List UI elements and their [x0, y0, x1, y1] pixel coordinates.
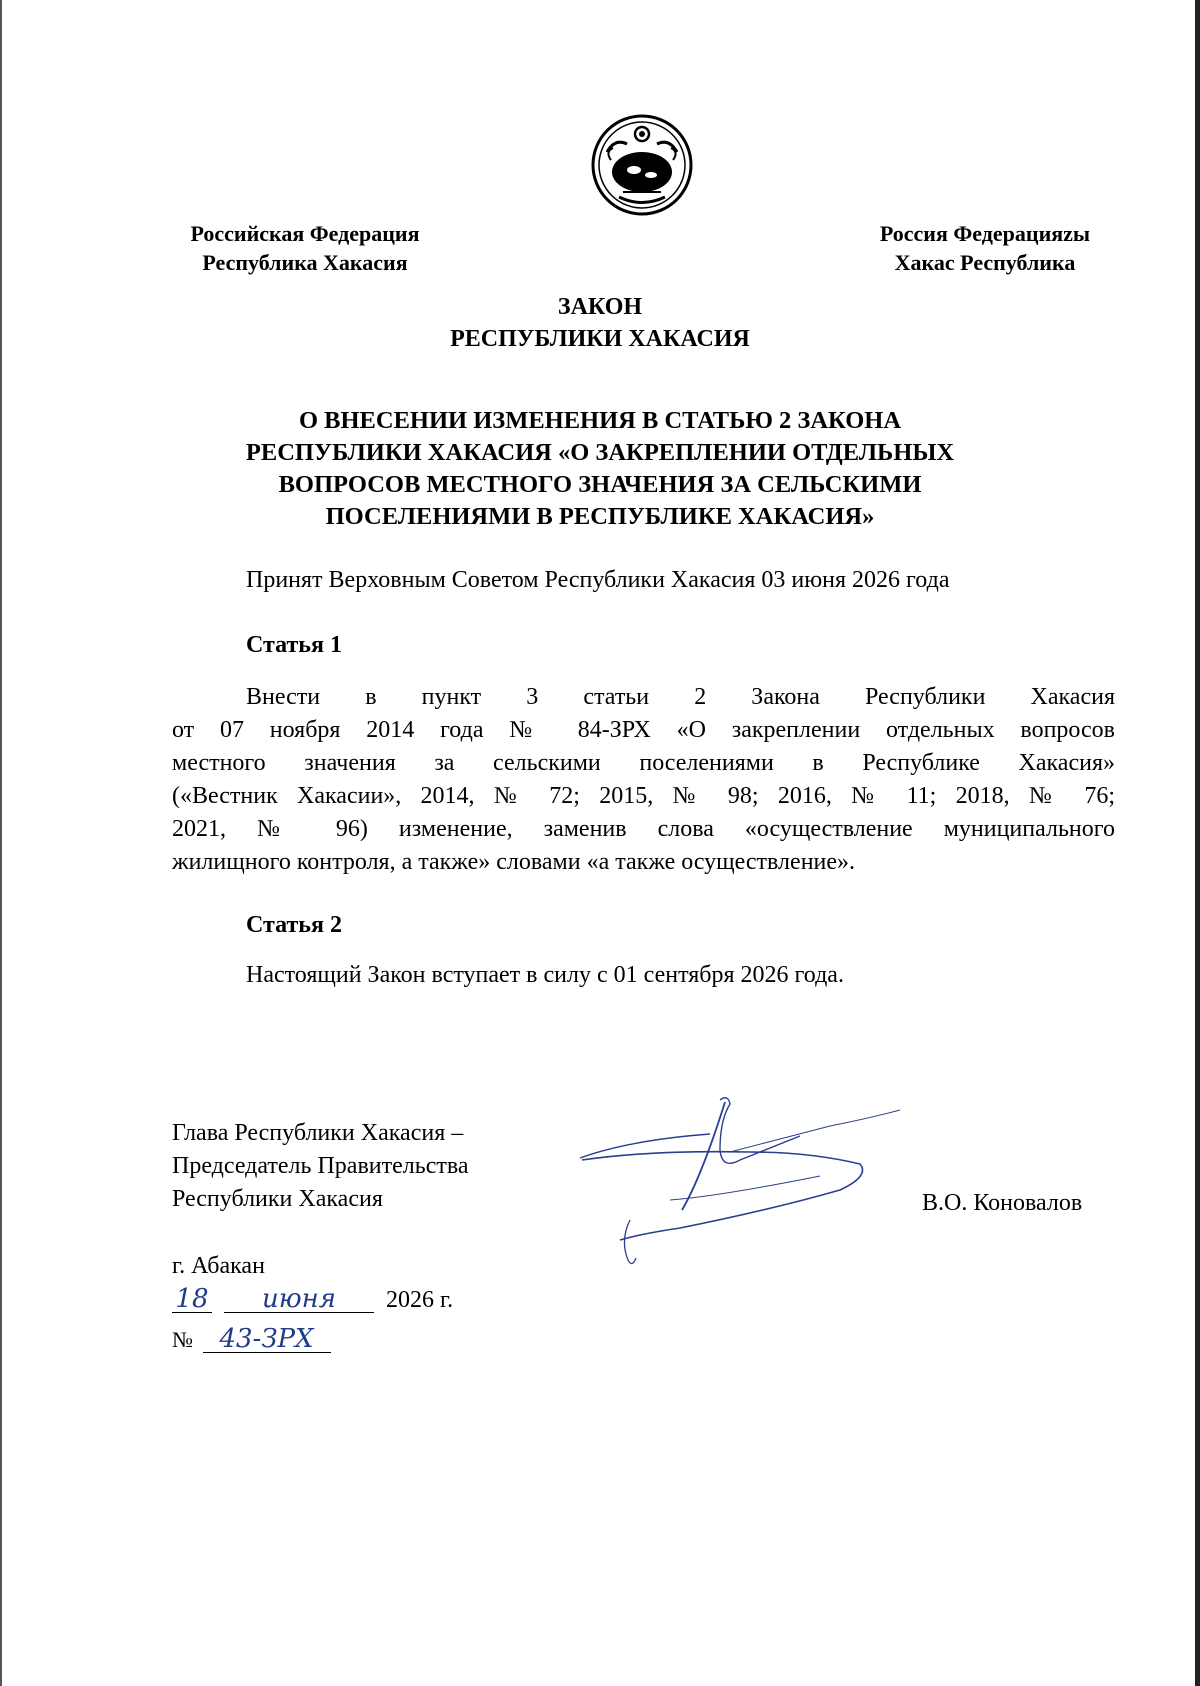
law-subject-line: О ВНЕСЕНИИ ИЗМЕНЕНИЯ В СТАТЬЮ 2 ЗАКОНА	[298, 407, 902, 434]
signatory-name: В.О. Коновалов	[922, 1190, 1083, 1216]
law-title	[0, 291, 1200, 355]
header-left	[160, 219, 450, 277]
number-prefix: №	[172, 1327, 193, 1352]
signatory-position-line: Республики Хакасия	[172, 1186, 383, 1212]
handwritten-number: 43-ЗРХ	[203, 1326, 331, 1353]
header-right-line: Россия Федерацияzы	[879, 221, 1091, 246]
article-1-body	[172, 681, 1115, 879]
law-number	[172, 1326, 331, 1353]
article-1-line: местного значения за сельскими поселениями в Республике Хакасия»	[172, 750, 1115, 776]
header-left-line: Республика Хакасия	[202, 250, 408, 275]
year-suffix: 2026 г.	[386, 1287, 454, 1313]
header-right-line: Хакас Республика	[894, 250, 1076, 275]
handwritten-day: 18	[172, 1286, 212, 1313]
khakassia-emblem-icon	[589, 112, 695, 218]
signatory-position-line: Глава Республики Хакасия –	[172, 1120, 464, 1146]
handwritten-month: июня	[224, 1286, 374, 1313]
scan-edge-right	[1195, 0, 1200, 1686]
law-subject-line: РЕСПУБЛИКИ ХАКАСИЯ «О ЗАКРЕПЛЕНИИ ОТДЕЛЬНЫХ	[245, 439, 955, 466]
scan-edge-left	[0, 0, 2, 1686]
article-1-line: Внести в пункт 3 статьи 2 Закона Республики Хакасия	[246, 684, 1115, 710]
article-1-line: 2021, № 96) изменение, заменив слова «осуществление муниципального	[172, 816, 1115, 842]
header-right	[840, 219, 1130, 277]
adoption-note: Принят Верховным Советом Республики Хакасия 03 июня 2026 года	[246, 567, 950, 593]
article-1-line: («Вестник Хакасии», 2014, № 72; 2015, № 98; 2016, № 11; 2018, № 76;	[172, 783, 1115, 809]
handwritten-signature	[570, 1090, 950, 1270]
signing-date	[172, 1286, 453, 1314]
law-subject-line: ВОПРОСОВ МЕСТНОГО ЗНАЧЕНИЯ ЗА СЕЛЬСКИМИ	[278, 471, 922, 498]
article-2-body: Настоящий Закон вступает в силу с 01 сентября 2026 года.	[246, 962, 844, 988]
law-title-line: ЗАКОН	[557, 294, 643, 320]
law-subject-line: ПОСЕЛЕНИЯМИ В РЕСПУБЛИКЕ ХАКАСИЯ»	[325, 503, 875, 530]
header-left-line: Российская Федерация	[190, 221, 420, 246]
city-label: г. Абакан	[172, 1253, 265, 1279]
article-1-line: жилищного контроля, а также» словами «а также осуществление».	[172, 849, 856, 875]
article-1-heading: Статья 1	[246, 632, 342, 658]
article-2-heading: Статья 2	[246, 912, 342, 938]
article-1-line: от 07 ноября 2014 года № 84-ЗРХ «О закреплении отдельных вопросов	[172, 717, 1115, 743]
signatory-position-line: Председатель Правительства	[172, 1153, 469, 1179]
law-title-line: РЕСПУБЛИКИ ХАКАСИЯ	[450, 326, 750, 352]
signatory-position	[172, 1117, 469, 1216]
law-subject	[0, 405, 1200, 533]
